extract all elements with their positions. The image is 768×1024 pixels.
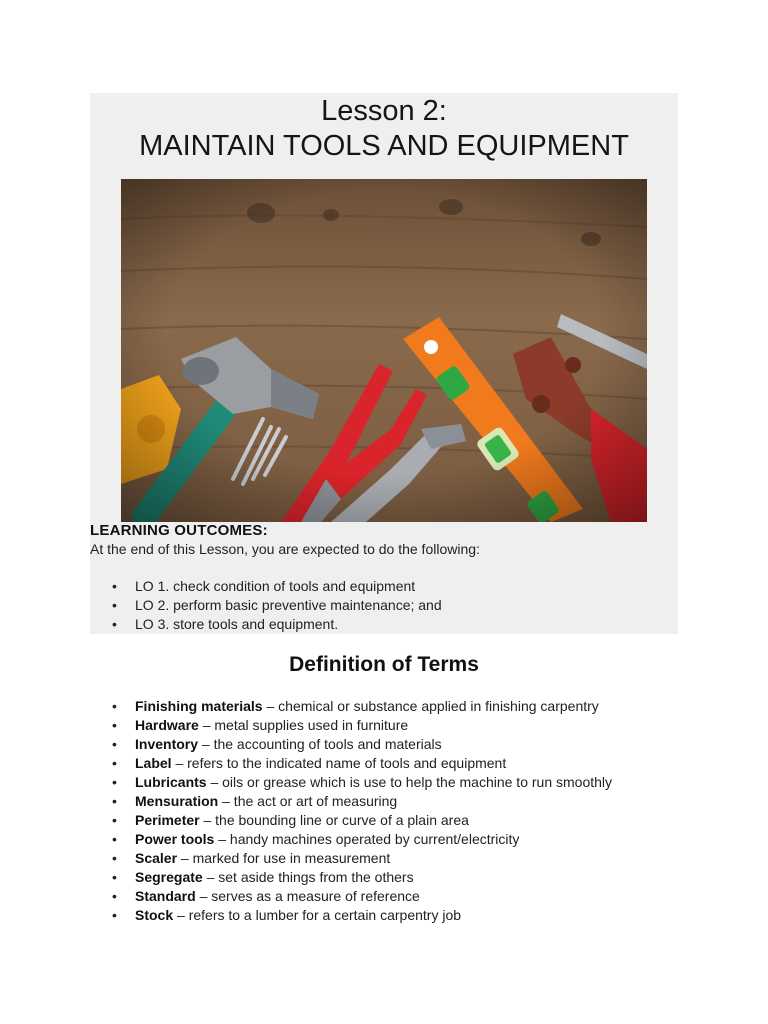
list-item: [112, 887, 612, 906]
term-definition: – marked for use in measurement: [177, 850, 391, 866]
list-item: [112, 697, 612, 716]
list-item: [112, 811, 612, 830]
term-definition: – oils or grease which is use to help the machine to run smoothly: [206, 774, 613, 790]
lesson-name: MAINTAIN TOOLS AND EQUIPMENT: [139, 130, 629, 162]
list-item: [112, 830, 612, 849]
list-item: [112, 792, 612, 811]
tools-illustration: [121, 179, 647, 522]
term-definition: – the accounting of tools and materials: [198, 736, 442, 752]
term-name: Finishing materials: [135, 698, 263, 714]
term-name: Hardware: [135, 717, 199, 733]
list-item: [112, 849, 612, 868]
definitions-heading: Definition of Terms: [289, 653, 479, 676]
list-item: [112, 754, 612, 773]
list-item: [112, 735, 612, 754]
term-definition: – chemical or substance applied in finishing carpentry: [262, 698, 599, 714]
list-item: [112, 906, 612, 925]
term-name: Mensuration: [135, 793, 219, 809]
term-name: Perimeter: [135, 812, 200, 828]
list-item: [112, 716, 612, 735]
term-definition: – metal supplies used in furniture: [198, 717, 409, 733]
term-definition: – set aside things from the others: [202, 869, 414, 885]
learning-outcomes-list: [112, 577, 442, 634]
lesson-title: [90, 94, 678, 164]
list-item: • LO 1. check condition of tools and equipment: [112, 577, 442, 596]
term-name: Scaler: [135, 850, 178, 866]
term-definition: – the bounding line or curve of a plain area: [199, 812, 469, 828]
tools-photo: [121, 179, 647, 522]
term-name: Label: [135, 755, 172, 771]
learning-outcomes-heading: LEARNING OUTCOMES:: [90, 522, 268, 539]
term-definition: – serves as a measure of reference: [195, 888, 420, 904]
term-definition: – refers to a lumber for a certain carpentry job: [173, 907, 462, 923]
list-item: • LO 3. store tools and equipment.: [112, 615, 442, 634]
learning-outcomes-intro: At the end of this Lesson, you are expected to do the following:: [90, 541, 480, 557]
list-item: • LO 2. perform basic preventive maintenance; and: [112, 596, 442, 615]
list-item: [112, 868, 612, 887]
term-name: Power tools: [135, 831, 215, 847]
term-name: Segregate: [135, 869, 203, 885]
lesson-number: Lesson 2:: [321, 95, 447, 127]
term-name: Standard: [135, 888, 196, 904]
term-definition: – handy machines operated by current/electricity: [214, 831, 520, 847]
term-name: Inventory: [135, 736, 199, 752]
term-name: Stock: [135, 907, 174, 923]
list-item: [112, 773, 612, 792]
term-definition: – refers to the indicated name of tools and equipment: [171, 755, 507, 771]
term-definition: – the act or art of measuring: [218, 793, 398, 809]
definitions-list: [112, 697, 612, 925]
term-name: Lubricants: [135, 774, 207, 790]
